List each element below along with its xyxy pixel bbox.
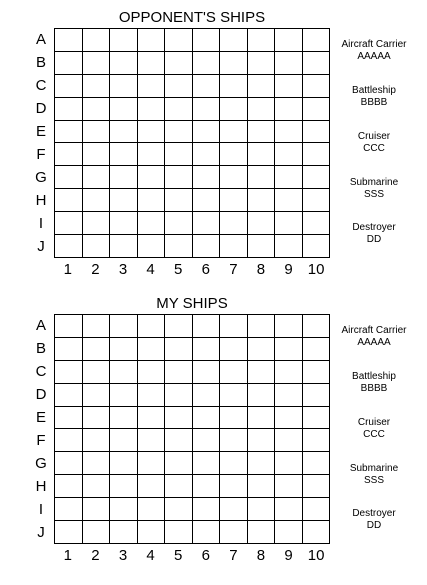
- column-labels: [54, 261, 330, 279]
- grid-cell[interactable]: [248, 52, 276, 75]
- grid-cell[interactable]: [193, 384, 221, 407]
- grid-cell[interactable]: [193, 52, 221, 75]
- row-label: J: [37, 238, 45, 255]
- grid-cell[interactable]: [220, 52, 248, 75]
- grid-cell[interactable]: [220, 338, 248, 361]
- grid-cell[interactable]: [303, 29, 331, 52]
- ship-name: Destroyer: [352, 508, 396, 519]
- ship-legend-item: [332, 508, 416, 532]
- grid-cell[interactable]: [165, 212, 193, 235]
- target-grid: [54, 28, 330, 258]
- row-label: H: [35, 478, 47, 495]
- column-label: 3: [118, 261, 128, 278]
- grid-cell[interactable]: [248, 361, 276, 384]
- grid-cell[interactable]: [165, 338, 193, 361]
- grid-cell[interactable]: [55, 361, 83, 384]
- grid-cell[interactable]: [165, 521, 193, 544]
- grid-cell[interactable]: [138, 143, 166, 166]
- grid-cell[interactable]: [193, 29, 221, 52]
- grid-cell[interactable]: [110, 166, 138, 189]
- grid-cell[interactable]: [110, 361, 138, 384]
- ship-name: Cruiser: [357, 417, 391, 428]
- ship-name: Submarine: [349, 463, 399, 474]
- grid-cell[interactable]: [55, 29, 83, 52]
- grid-cell[interactable]: [248, 315, 276, 338]
- grid-cell[interactable]: [303, 384, 331, 407]
- grid-cell[interactable]: [55, 235, 83, 258]
- grid-cell[interactable]: [138, 475, 166, 498]
- row-label: C: [35, 77, 47, 94]
- grid-cell[interactable]: [193, 121, 221, 144]
- ship-legend-item: [332, 85, 416, 109]
- grid-cell[interactable]: [110, 29, 138, 52]
- grid-cell[interactable]: [55, 315, 83, 338]
- ship-code: SSS: [363, 189, 384, 200]
- grid-cell[interactable]: [275, 29, 303, 52]
- grid-cell[interactable]: [165, 384, 193, 407]
- row-label: C: [35, 363, 47, 380]
- grid-cell[interactable]: [193, 475, 221, 498]
- column-label: 10: [307, 261, 325, 278]
- grid-cell[interactable]: [248, 429, 276, 452]
- grid-cell[interactable]: [110, 52, 138, 75]
- row-label: I: [38, 215, 44, 232]
- grid-cell[interactable]: [248, 29, 276, 52]
- grid-cell[interactable]: [110, 212, 138, 235]
- row-label: H: [35, 192, 47, 209]
- grid-cell[interactable]: [110, 521, 138, 544]
- grid-cell[interactable]: [275, 498, 303, 521]
- grid-cell[interactable]: [248, 189, 276, 212]
- column-label: 8: [256, 547, 266, 564]
- grid-cell[interactable]: [193, 75, 221, 98]
- ship-legend-item: [332, 463, 416, 487]
- grid-cell[interactable]: [303, 121, 331, 144]
- column-label: 5: [174, 261, 183, 278]
- grid-cell[interactable]: [138, 407, 166, 430]
- grid-cell[interactable]: [165, 29, 193, 52]
- grid-cell[interactable]: [220, 75, 248, 98]
- ship-code: CCC: [363, 429, 385, 440]
- column-label: 2: [91, 547, 100, 564]
- grid-cell[interactable]: [165, 407, 193, 430]
- grid-cell[interactable]: [248, 75, 276, 98]
- grid-cell[interactable]: [83, 338, 111, 361]
- ship-code: DD: [366, 520, 382, 531]
- grid-cell[interactable]: [193, 407, 221, 430]
- grid-cell[interactable]: [248, 235, 276, 258]
- grid-cell[interactable]: [138, 235, 166, 258]
- grid-cell[interactable]: [220, 98, 248, 121]
- grid-cell[interactable]: [220, 143, 248, 166]
- column-label: 9: [284, 547, 293, 564]
- grid-cell[interactable]: [248, 166, 276, 189]
- grid-cell[interactable]: [165, 429, 193, 452]
- grid-cell[interactable]: [193, 429, 221, 452]
- row-label: I: [38, 501, 44, 518]
- grid-cell[interactable]: [193, 361, 221, 384]
- grid-cell[interactable]: [220, 384, 248, 407]
- grid-cell[interactable]: [83, 498, 111, 521]
- grid-cell[interactable]: [138, 75, 166, 98]
- row-label: E: [35, 123, 46, 140]
- grid-cell[interactable]: [303, 407, 331, 430]
- column-label: 1: [63, 261, 72, 278]
- grid-cell[interactable]: [55, 98, 83, 121]
- column-label: 1: [63, 547, 72, 564]
- grid-cell[interactable]: [110, 98, 138, 121]
- grid-cell[interactable]: [275, 407, 303, 430]
- grid-cell[interactable]: [83, 166, 111, 189]
- grid-cell[interactable]: [193, 315, 221, 338]
- grid-cell[interactable]: [110, 429, 138, 452]
- grid-cell[interactable]: [220, 29, 248, 52]
- grid-cell[interactable]: [303, 166, 331, 189]
- grid-cell[interactable]: [138, 121, 166, 144]
- ship-code: AAAAA: [357, 51, 391, 62]
- grid-cell[interactable]: [55, 475, 83, 498]
- row-label: F: [36, 432, 46, 449]
- grid-cell[interactable]: [138, 361, 166, 384]
- column-label: 7: [229, 547, 238, 564]
- grid-cell[interactable]: [275, 235, 303, 258]
- grid-cell[interactable]: [220, 429, 248, 452]
- grid-cell[interactable]: [165, 166, 193, 189]
- column-label: 2: [91, 261, 100, 278]
- grid-cell[interactable]: [165, 361, 193, 384]
- grid-cell[interactable]: [303, 452, 331, 475]
- grid-cell[interactable]: [138, 315, 166, 338]
- ship-legend-item: [332, 325, 416, 349]
- grid-cell[interactable]: [83, 98, 111, 121]
- grid-cell[interactable]: [303, 498, 331, 521]
- ship-name: Destroyer: [352, 222, 396, 233]
- grid-cell[interactable]: [110, 452, 138, 475]
- grid-cell[interactable]: [275, 212, 303, 235]
- grid-cell[interactable]: [303, 338, 331, 361]
- grid-cell[interactable]: [165, 452, 193, 475]
- ship-name: Battleship: [352, 85, 396, 96]
- grid-cell[interactable]: [83, 121, 111, 144]
- grid-cell[interactable]: [110, 315, 138, 338]
- grid-cell[interactable]: [165, 143, 193, 166]
- ship-name: Aircraft Carrier: [341, 39, 407, 50]
- grid-cell[interactable]: [55, 52, 83, 75]
- grid-cell[interactable]: [138, 189, 166, 212]
- grid-cell[interactable]: [138, 384, 166, 407]
- grid-cell[interactable]: [275, 384, 303, 407]
- grid-cell[interactable]: [55, 121, 83, 144]
- grid-cell[interactable]: [165, 98, 193, 121]
- grid-cell[interactable]: [220, 189, 248, 212]
- row-labels: [30, 314, 52, 544]
- grid-cell[interactable]: [110, 384, 138, 407]
- grid-cell[interactable]: [303, 75, 331, 98]
- grid-cell[interactable]: [138, 521, 166, 544]
- row-label: D: [35, 100, 47, 117]
- grid-cell[interactable]: [248, 498, 276, 521]
- grid-cell[interactable]: [303, 98, 331, 121]
- ship-code: BBBB: [360, 97, 388, 108]
- grid-cell[interactable]: [83, 384, 111, 407]
- column-label: 4: [146, 547, 155, 564]
- ship-legend-item: [332, 177, 416, 201]
- grid-cell[interactable]: [110, 498, 138, 521]
- grid-cell[interactable]: [248, 98, 276, 121]
- grid-cell[interactable]: [275, 452, 303, 475]
- grid-cell[interactable]: [110, 121, 138, 144]
- grid-cell[interactable]: [110, 143, 138, 166]
- grid-cell[interactable]: [275, 75, 303, 98]
- grid-cell[interactable]: [275, 98, 303, 121]
- ship-legend-item: [332, 417, 416, 441]
- grid-cell[interactable]: [275, 121, 303, 144]
- grid-cell[interactable]: [193, 166, 221, 189]
- grid-cell[interactable]: [55, 498, 83, 521]
- grid-cell[interactable]: [220, 407, 248, 430]
- row-label: A: [35, 317, 46, 334]
- grid-cell[interactable]: [55, 521, 83, 544]
- grid-cell[interactable]: [193, 98, 221, 121]
- grid-cell[interactable]: [55, 189, 83, 212]
- ship-name: Cruiser: [357, 131, 391, 142]
- board-title: OPPONENT'S SHIPS: [118, 9, 266, 26]
- grid-cell[interactable]: [303, 52, 331, 75]
- grid-cell[interactable]: [248, 121, 276, 144]
- grid-cell[interactable]: [165, 52, 193, 75]
- column-label: 4: [146, 261, 155, 278]
- ship-code: CCC: [363, 143, 385, 154]
- grid-cell[interactable]: [110, 75, 138, 98]
- target-grid: [54, 314, 330, 544]
- grid-cell[interactable]: [193, 452, 221, 475]
- grid-cell[interactable]: [165, 315, 193, 338]
- grid-cell[interactable]: [83, 452, 111, 475]
- grid-cell[interactable]: [55, 75, 83, 98]
- grid-cell[interactable]: [193, 212, 221, 235]
- grid-cell[interactable]: [83, 212, 111, 235]
- grid-cell[interactable]: [83, 475, 111, 498]
- grid-cell[interactable]: [165, 189, 193, 212]
- row-labels: [30, 28, 52, 258]
- column-label: 5: [174, 547, 183, 564]
- grid-cell[interactable]: [110, 407, 138, 430]
- row-label: F: [36, 146, 46, 163]
- grid-cell[interactable]: [83, 189, 111, 212]
- grid-cell[interactable]: [220, 498, 248, 521]
- column-label: 6: [201, 261, 210, 278]
- grid-cell[interactable]: [248, 407, 276, 430]
- grid-cell[interactable]: [110, 235, 138, 258]
- grid-cell[interactable]: [275, 521, 303, 544]
- column-label: 6: [201, 547, 210, 564]
- column-label: 9: [284, 261, 293, 278]
- grid-cell[interactable]: [275, 189, 303, 212]
- grid-cell[interactable]: [303, 361, 331, 384]
- grid-cell[interactable]: [138, 29, 166, 52]
- grid-cell[interactable]: [248, 475, 276, 498]
- grid-cell[interactable]: [248, 384, 276, 407]
- column-labels: [54, 547, 330, 565]
- grid-cell[interactable]: [220, 361, 248, 384]
- grid-cell[interactable]: [248, 338, 276, 361]
- ship-code: SSS: [363, 475, 384, 486]
- grid-cell[interactable]: [83, 143, 111, 166]
- grid-cell[interactable]: [83, 315, 111, 338]
- row-label: E: [35, 409, 46, 426]
- grid-cell[interactable]: [220, 521, 248, 544]
- ship-name: Submarine: [349, 177, 399, 188]
- column-label: 7: [229, 261, 238, 278]
- grid-cell[interactable]: [303, 315, 331, 338]
- grid-cell[interactable]: [220, 212, 248, 235]
- grid-cell[interactable]: [303, 143, 331, 166]
- grid-cell[interactable]: [110, 475, 138, 498]
- grid-cell[interactable]: [55, 166, 83, 189]
- ship-legend-item: [332, 222, 416, 246]
- grid-cell[interactable]: [193, 189, 221, 212]
- grid-cell[interactable]: [220, 235, 248, 258]
- grid-cell[interactable]: [83, 361, 111, 384]
- grid-cell[interactable]: [303, 189, 331, 212]
- board-title: MY SHIPS: [156, 295, 228, 312]
- grid-cell[interactable]: [165, 121, 193, 144]
- grid-cell[interactable]: [303, 429, 331, 452]
- grid-cell[interactable]: [165, 498, 193, 521]
- grid-cell[interactable]: [55, 212, 83, 235]
- grid-cell[interactable]: [193, 521, 221, 544]
- grid-cell[interactable]: [83, 407, 111, 430]
- grid-cell[interactable]: [275, 429, 303, 452]
- grid-cell[interactable]: [138, 52, 166, 75]
- grid-cell[interactable]: [275, 315, 303, 338]
- grid-cell[interactable]: [303, 521, 331, 544]
- grid-cell[interactable]: [138, 98, 166, 121]
- grid-cell[interactable]: [165, 75, 193, 98]
- grid-cell[interactable]: [110, 189, 138, 212]
- row-label: B: [35, 54, 46, 71]
- grid-cell[interactable]: [303, 475, 331, 498]
- grid-cell[interactable]: [138, 452, 166, 475]
- ship-name: Aircraft Carrier: [341, 325, 407, 336]
- grid-cell[interactable]: [275, 361, 303, 384]
- grid-cell[interactable]: [165, 235, 193, 258]
- ship-code: AAAAA: [357, 337, 391, 348]
- grid-cell[interactable]: [55, 384, 83, 407]
- ship-legend-item: [332, 371, 416, 395]
- ship-code: DD: [366, 234, 382, 245]
- grid-cell[interactable]: [275, 52, 303, 75]
- row-label: G: [35, 169, 47, 186]
- ship-name: Battleship: [352, 371, 396, 382]
- ship-legend-item: [332, 39, 416, 63]
- grid-cell[interactable]: [220, 475, 248, 498]
- grid-cell[interactable]: [138, 338, 166, 361]
- row-label: G: [35, 455, 47, 472]
- grid-cell[interactable]: [83, 521, 111, 544]
- column-label: 8: [256, 261, 266, 278]
- grid-cell[interactable]: [138, 212, 166, 235]
- grid-cell[interactable]: [83, 29, 111, 52]
- grid-cell[interactable]: [303, 212, 331, 235]
- grid-cell[interactable]: [110, 338, 138, 361]
- grid-cell[interactable]: [275, 338, 303, 361]
- row-label: D: [35, 386, 47, 403]
- grid-cell[interactable]: [83, 52, 111, 75]
- row-label: B: [35, 340, 46, 357]
- row-label: J: [37, 524, 45, 541]
- grid-cell[interactable]: [248, 212, 276, 235]
- grid-cell[interactable]: [220, 166, 248, 189]
- grid-cell[interactable]: [220, 121, 248, 144]
- grid-cell[interactable]: [193, 143, 221, 166]
- column-label: 3: [118, 547, 128, 564]
- grid-cell[interactable]: [303, 235, 331, 258]
- grid-cell[interactable]: [193, 338, 221, 361]
- grid-cell[interactable]: [275, 475, 303, 498]
- grid-cell[interactable]: [193, 498, 221, 521]
- grid-cell[interactable]: [55, 143, 83, 166]
- grid-cell[interactable]: [55, 429, 83, 452]
- row-label: A: [35, 31, 46, 48]
- grid-cell[interactable]: [248, 143, 276, 166]
- grid-cell[interactable]: [193, 235, 221, 258]
- ship-code: BBBB: [360, 383, 388, 394]
- grid-cell[interactable]: [275, 166, 303, 189]
- grid-cell[interactable]: [55, 407, 83, 430]
- grid-cell[interactable]: [220, 315, 248, 338]
- grid-cell[interactable]: [275, 143, 303, 166]
- grid-cell[interactable]: [138, 498, 166, 521]
- grid-cell[interactable]: [248, 452, 276, 475]
- grid-cell[interactable]: [248, 521, 276, 544]
- grid-cell[interactable]: [55, 452, 83, 475]
- grid-cell[interactable]: [83, 429, 111, 452]
- grid-cell[interactable]: [83, 235, 111, 258]
- column-label: 10: [307, 547, 325, 564]
- grid-cell[interactable]: [165, 475, 193, 498]
- grid-cell[interactable]: [83, 75, 111, 98]
- grid-cell[interactable]: [55, 338, 83, 361]
- grid-cell[interactable]: [138, 429, 166, 452]
- grid-cell[interactable]: [220, 452, 248, 475]
- ship-legend-item: [332, 131, 416, 155]
- grid-cell[interactable]: [138, 166, 166, 189]
